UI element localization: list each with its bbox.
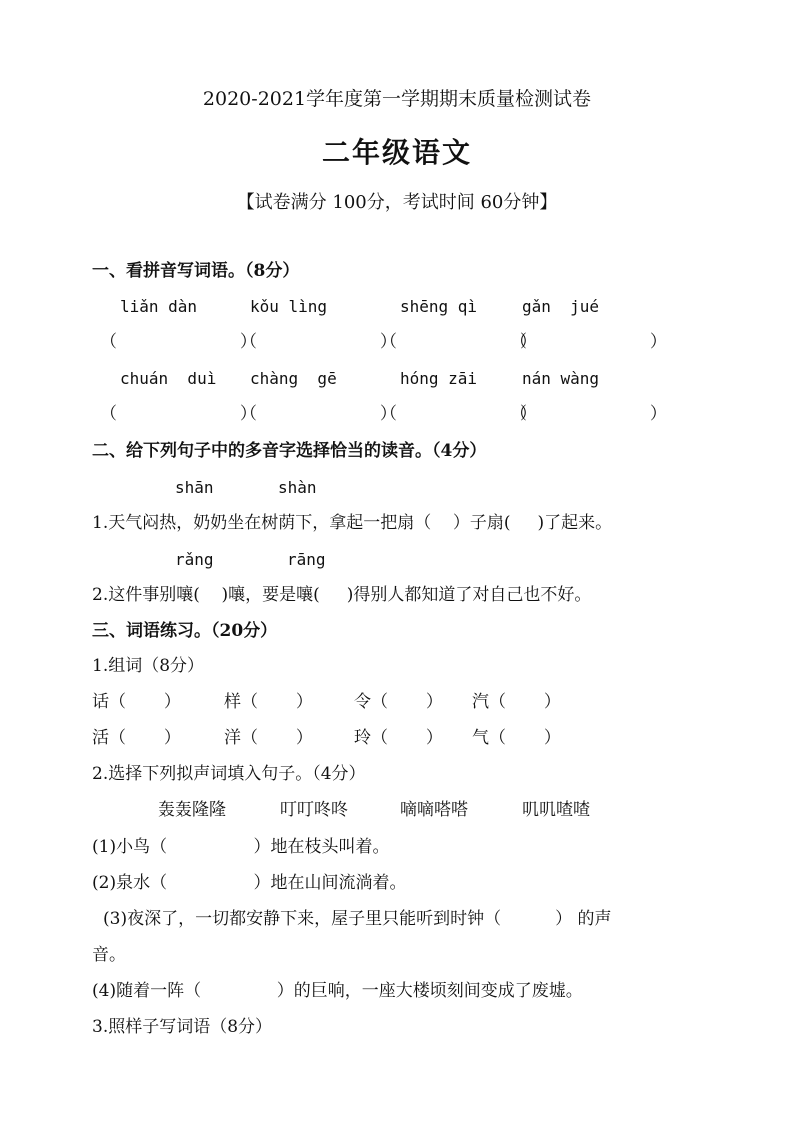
word-choice: 叮叮咚咚 xyxy=(280,800,348,820)
sub-question-1: 1.组词（8分） xyxy=(92,656,205,676)
sentence-1[interactable]: (1)小鸟（ ）地在枝头叫着。 xyxy=(92,837,390,857)
pinyin-shan4: shàn xyxy=(278,478,317,497)
sentence-3[interactable]: (3)夜深了，一切都安静下来，屋子里只能听到时钟（ ） 的声 xyxy=(103,909,612,929)
word-choice: 叽叽喳喳 xyxy=(522,800,590,820)
pinyin-shan1: shān xyxy=(175,478,214,497)
answer-blank[interactable]: （ ） xyxy=(240,404,397,424)
answer-blank[interactable]: （ ） xyxy=(380,404,537,424)
word-group-item[interactable]: 活（ ） xyxy=(92,728,181,748)
word-group-item[interactable]: 玲（ ） xyxy=(354,728,443,748)
word-group-item[interactable]: 话（ ） xyxy=(92,692,181,712)
pinyin-4: gǎn jué xyxy=(522,297,600,316)
section1-heading: 一、看拼音写词语。（8分） xyxy=(92,261,300,281)
exam-title: 2020-2021学年度第一学期期末质量检测试卷 xyxy=(202,88,592,110)
subject-title: 二年级语文 xyxy=(321,136,472,169)
word-group-item[interactable]: 汽（ ） xyxy=(472,692,561,712)
pinyin-3: shēng qì xyxy=(400,297,478,316)
sentence-4[interactable]: (4)随着一阵（ ）的巨响，一座大楼顷刻间变成了废墟。 xyxy=(92,981,583,1001)
word-choice: 嘀嘀嗒嗒 xyxy=(400,800,468,820)
section2-heading: 二、给下列句子中的多音字选择恰当的读音。（4分） xyxy=(92,441,487,461)
answer-blank[interactable]: （ ） xyxy=(100,332,257,352)
sub-question-2: 2.选择下列拟声词填入句子。（4分） xyxy=(92,764,366,784)
pinyin-6: chàng gē xyxy=(250,369,337,388)
word-group-item[interactable]: 洋（ ） xyxy=(224,728,313,748)
pinyin-1: liǎn dàn xyxy=(120,297,198,316)
pinyin-2: kǒu lìng xyxy=(250,297,328,316)
word-group-item[interactable]: 气（ ） xyxy=(472,728,561,748)
word-choice: 轰轰隆隆 xyxy=(158,800,226,820)
pinyin-8: nán wàng xyxy=(522,369,600,388)
exam-note: 【试卷满分 100分，考试时间 60分钟】 xyxy=(236,192,558,213)
pinyin-rang3: rǎng xyxy=(175,550,214,569)
question-2-2: 2.这件事别嚷( )嚷，要是嚷( )得别人都知道了对自己也不好。 xyxy=(92,585,592,605)
answer-blank[interactable]: （ ） xyxy=(510,404,667,424)
pinyin-rang1: rāng xyxy=(287,550,326,569)
answer-blank[interactable]: （ ） xyxy=(100,404,257,424)
sub-question-3: 3.照样子写词语（8分） xyxy=(92,1017,273,1037)
answer-blank[interactable]: （ ） xyxy=(240,332,397,352)
section3-heading: 三、词语练习。（20分） xyxy=(92,621,278,641)
sentence-2[interactable]: (2)泉水（ ）地在山间流淌着。 xyxy=(92,873,407,893)
word-group-item[interactable]: 样（ ） xyxy=(224,692,313,712)
question-2-1: 1.天气闷热，奶奶坐在树荫下，拿起一把扇（ ）子扇( )了起来。 xyxy=(92,513,613,533)
answer-blank[interactable]: （ ） xyxy=(380,332,537,352)
sentence-3-cont: 音。 xyxy=(92,945,126,965)
pinyin-5: chuán duì xyxy=(120,369,217,388)
answer-blank[interactable]: （ ） xyxy=(510,332,667,352)
word-group-item[interactable]: 令（ ） xyxy=(354,692,443,712)
pinyin-7: hóng zāi xyxy=(400,369,478,388)
